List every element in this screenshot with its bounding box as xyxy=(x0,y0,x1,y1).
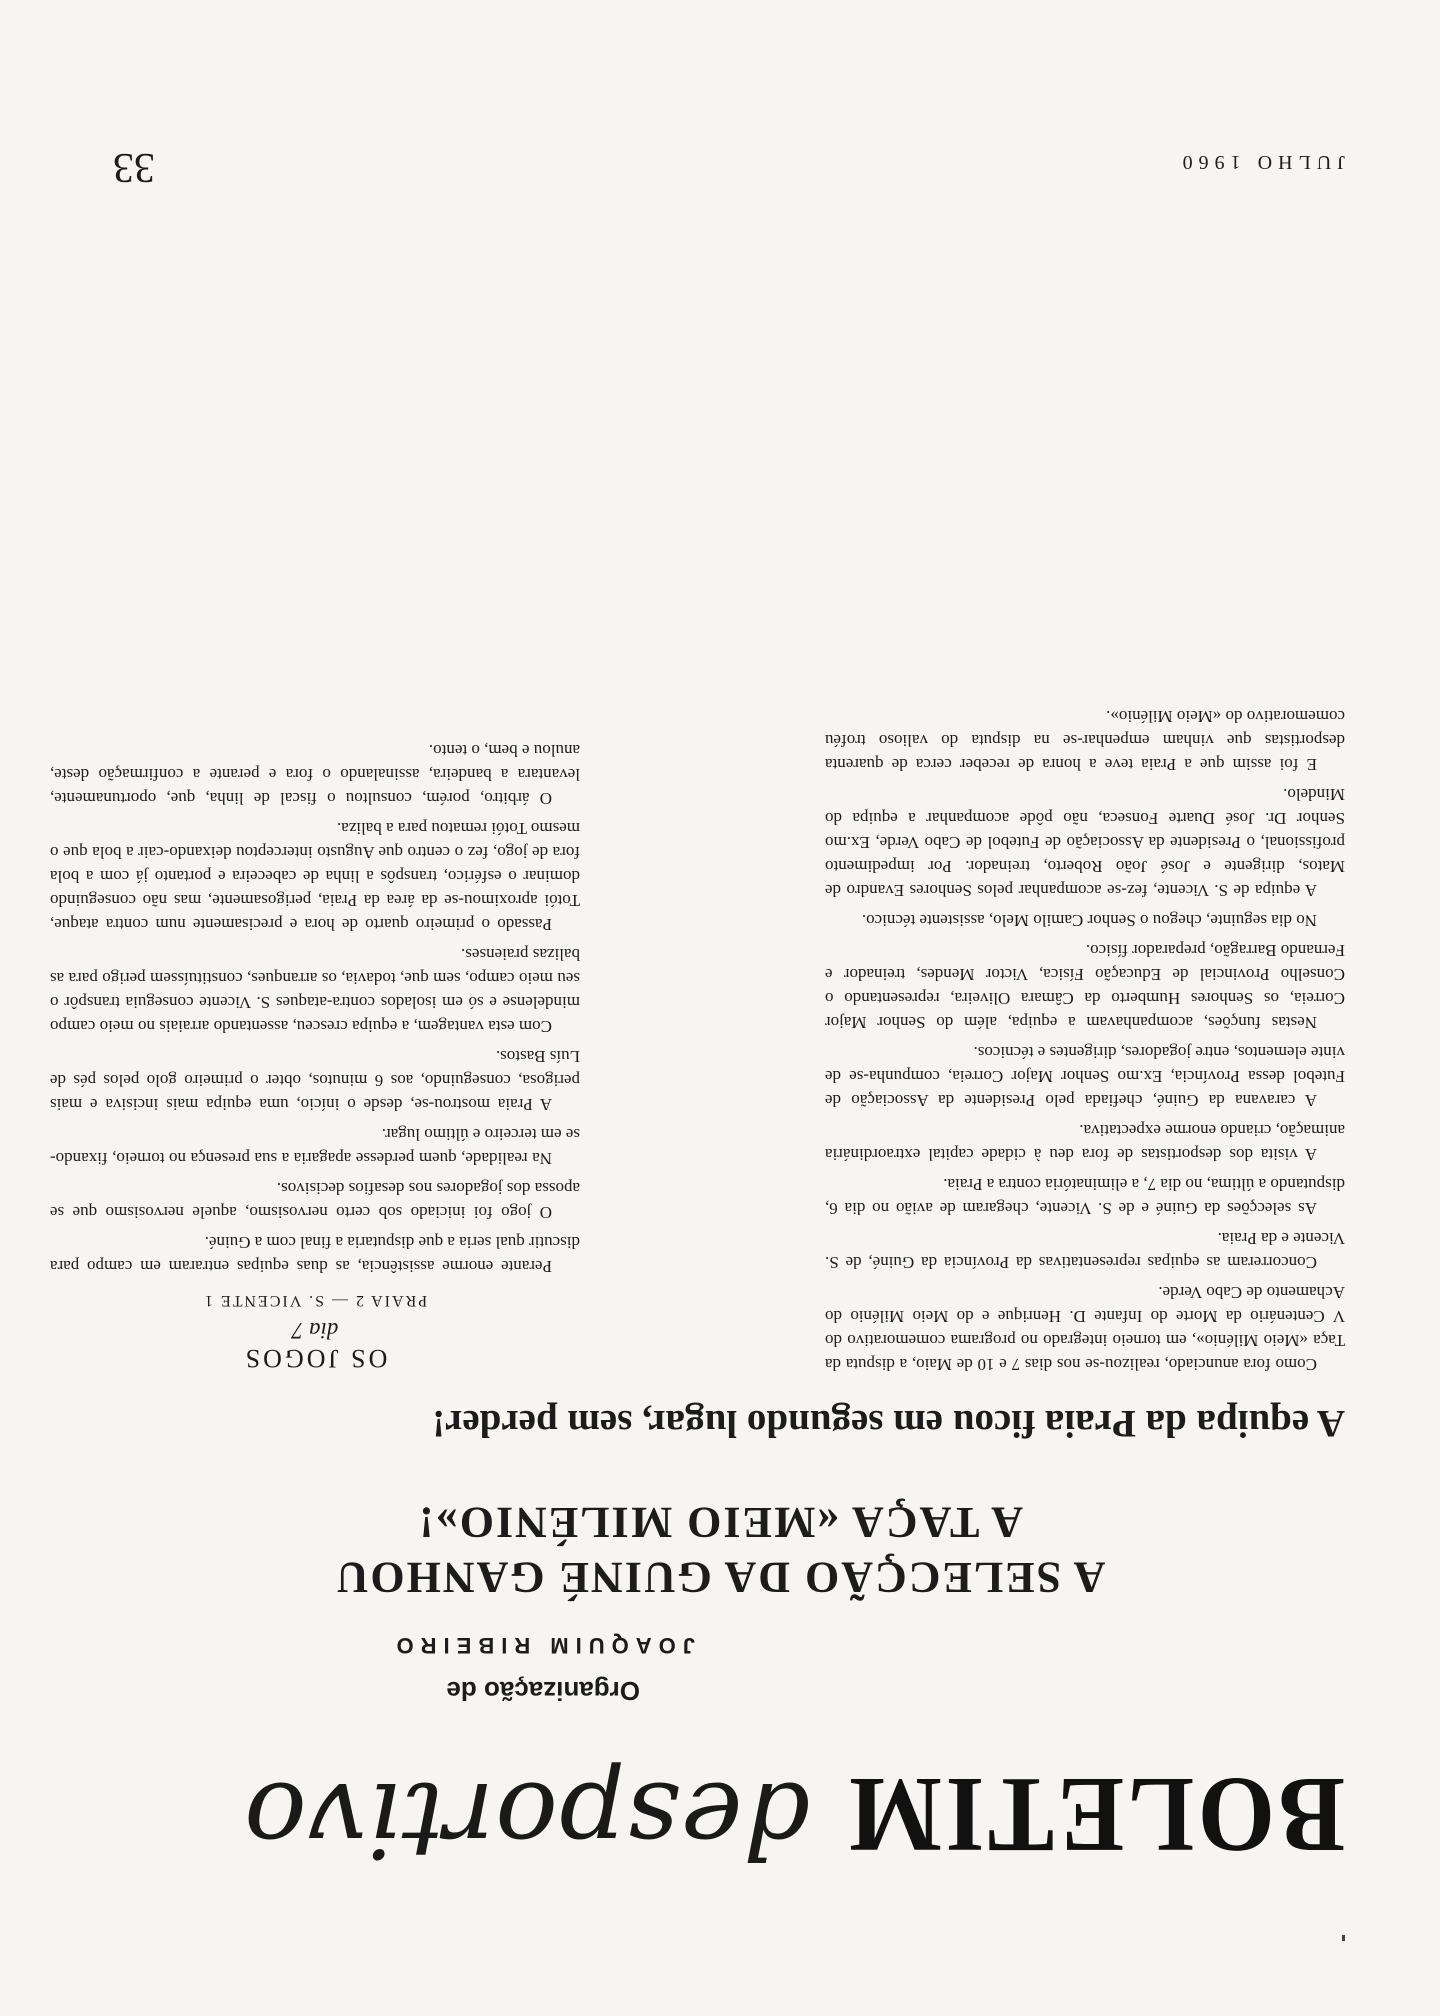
paragraph: No dia seguinte, chegou o Senhor Camilo Melo, assistente técnico. xyxy=(861,911,1317,930)
subheadline: A equipa da Praia ficou em segundo lugar, sem perder! xyxy=(432,1402,1345,1445)
paragraph: Passado o primeiro quarto de hora e precisamente num contra ataque, Totói aproximou-se da área da Praia, perigosamente, mas não conseguindo dominar o esférico, transpôs a linha de cabeceira e portanto já com a bola fora de jogo, fez o centro que Augusto interceptou deixando-cair a bola que o mesmo Totói rematou para a baliza. xyxy=(50,819,580,934)
paragraph: Concorreram as equipas representativas da Província da Guiné, de S. Vicente e da Praia. xyxy=(825,1229,1345,1272)
paragraph: A equipa de S. Vicente, fez-se acompanhar pelos Senhores Evandro de Matos, dirigente e José João Roberto, treinador. Por impedimento profissional, o Presidente da Associação de Futebol de Cabo Verde, Ex.mo Senhor Dr. José Duarte Fonseca, não pôde acompanhar a equipa do Mindelo. xyxy=(825,785,1345,900)
paragraph: Na realidade, quem perdesse apagaria a sua presença no torneio, fixando-se em terceiro e último lugar. xyxy=(50,1125,580,1168)
masthead-title: BOLETIM xyxy=(844,1755,1345,1874)
scan-mark xyxy=(1342,1935,1345,1941)
paragraph: A caravana da Guiné, chefiada pelo Presidente da Associação de Futebol dessa Província, Ex.mo Senhor Major Correia, compunha-se de vinte elementos, entre jogadores, dirigentes e técnicos. xyxy=(825,1043,1345,1110)
paragraph: A visita dos desportistas de fora deu à cidade capital extraordinária animação, criando enorme expectativa. xyxy=(825,1121,1345,1164)
masthead-script-title: desportivo xyxy=(243,1759,810,1881)
page-number: 33 xyxy=(113,144,155,190)
paragraph: A Praia mostrou-se, desde o início, uma equipa mais incisiva e mais perigosa, conseguindo, aos 6 minutos, obter o primeiro golo pelos pés de Luís Bastos. xyxy=(50,1047,580,1114)
paragraph: Perante enorme assistência, as duas equipas entraram em campo para discutir qual seria a que disputaria a final com a Guiné. xyxy=(50,1233,580,1276)
left-column xyxy=(825,698,1345,1376)
match-score: PRAIA 2 — S. VICENTE 1 xyxy=(202,1292,428,1309)
headline-line-2: A TAÇA «MEIO MILÉNIO»! xyxy=(417,1498,1023,1547)
section-title: OS JOGOS xyxy=(242,1344,388,1373)
right-column xyxy=(50,732,580,1376)
headline-line-1: A SELECÇÃO DA GUINÉ GANHOU xyxy=(334,1553,1106,1602)
paragraph: Como fora anunciado, realizou-se nos dias 7 e 10 de Maio, a disputa da Taça «Meio Milénio», em torneio integrado no programa comemorativo do V Centenário da Morte do Infante D. Henrique e do Meio Milénio do Achamento de Cabo Verde. xyxy=(825,1283,1345,1374)
footer-date: JULHO 1960 xyxy=(1176,151,1345,173)
paragraph: O árbitro, porém, consultou o fiscal de linha, que, oportunamente, levantara a bandeira, assinalando o fora e perante a confirmação deste, anulou e bem, o tento. xyxy=(50,741,580,808)
paragraph: Com esta vantagem, a equipa cresceu, assentando arraiais no meio campo mindelense e só em isolados contra-ataques S. Vicente conseguia transpôr o seu meio campo, sem que, todavia, os arranques, constituíssem perigo para as balizas praienses. xyxy=(50,945,580,1036)
paragraph: E foi assim que a Praia teve a honra de receber cerca de quarenta desportistas que vinham empenhar-se na disputa do valioso troféu comemorativo do «Meio Milénio». xyxy=(825,707,1345,774)
section-day: dia 7 xyxy=(291,1318,339,1343)
paragraph: Nestas funções, acompanhavam a equipa, além do Senhor Major Correia, os Senhores Humberto da Câmara Oliveira, representando o Conselho Provincial de Educação Física, Victor Mendes, treinador e Fernando Barragão, preparador físico. xyxy=(825,941,1345,1032)
organizer-name: JOAQUIM RIBEIRO xyxy=(389,1633,695,1658)
paragraph: As selecções da Guiné e de S. Vicente, chegaram de avião no dia 6, disputando a última, no dia 7, a eliminatória contra a Praia. xyxy=(825,1175,1345,1218)
paragraph: O jogo foi iniciado sob certo nervosismo, aquele nervosismo que se apossa dos jogadores nos desafios decisivos. xyxy=(50,1179,580,1222)
organizer-label: Organização de xyxy=(446,1676,640,1706)
